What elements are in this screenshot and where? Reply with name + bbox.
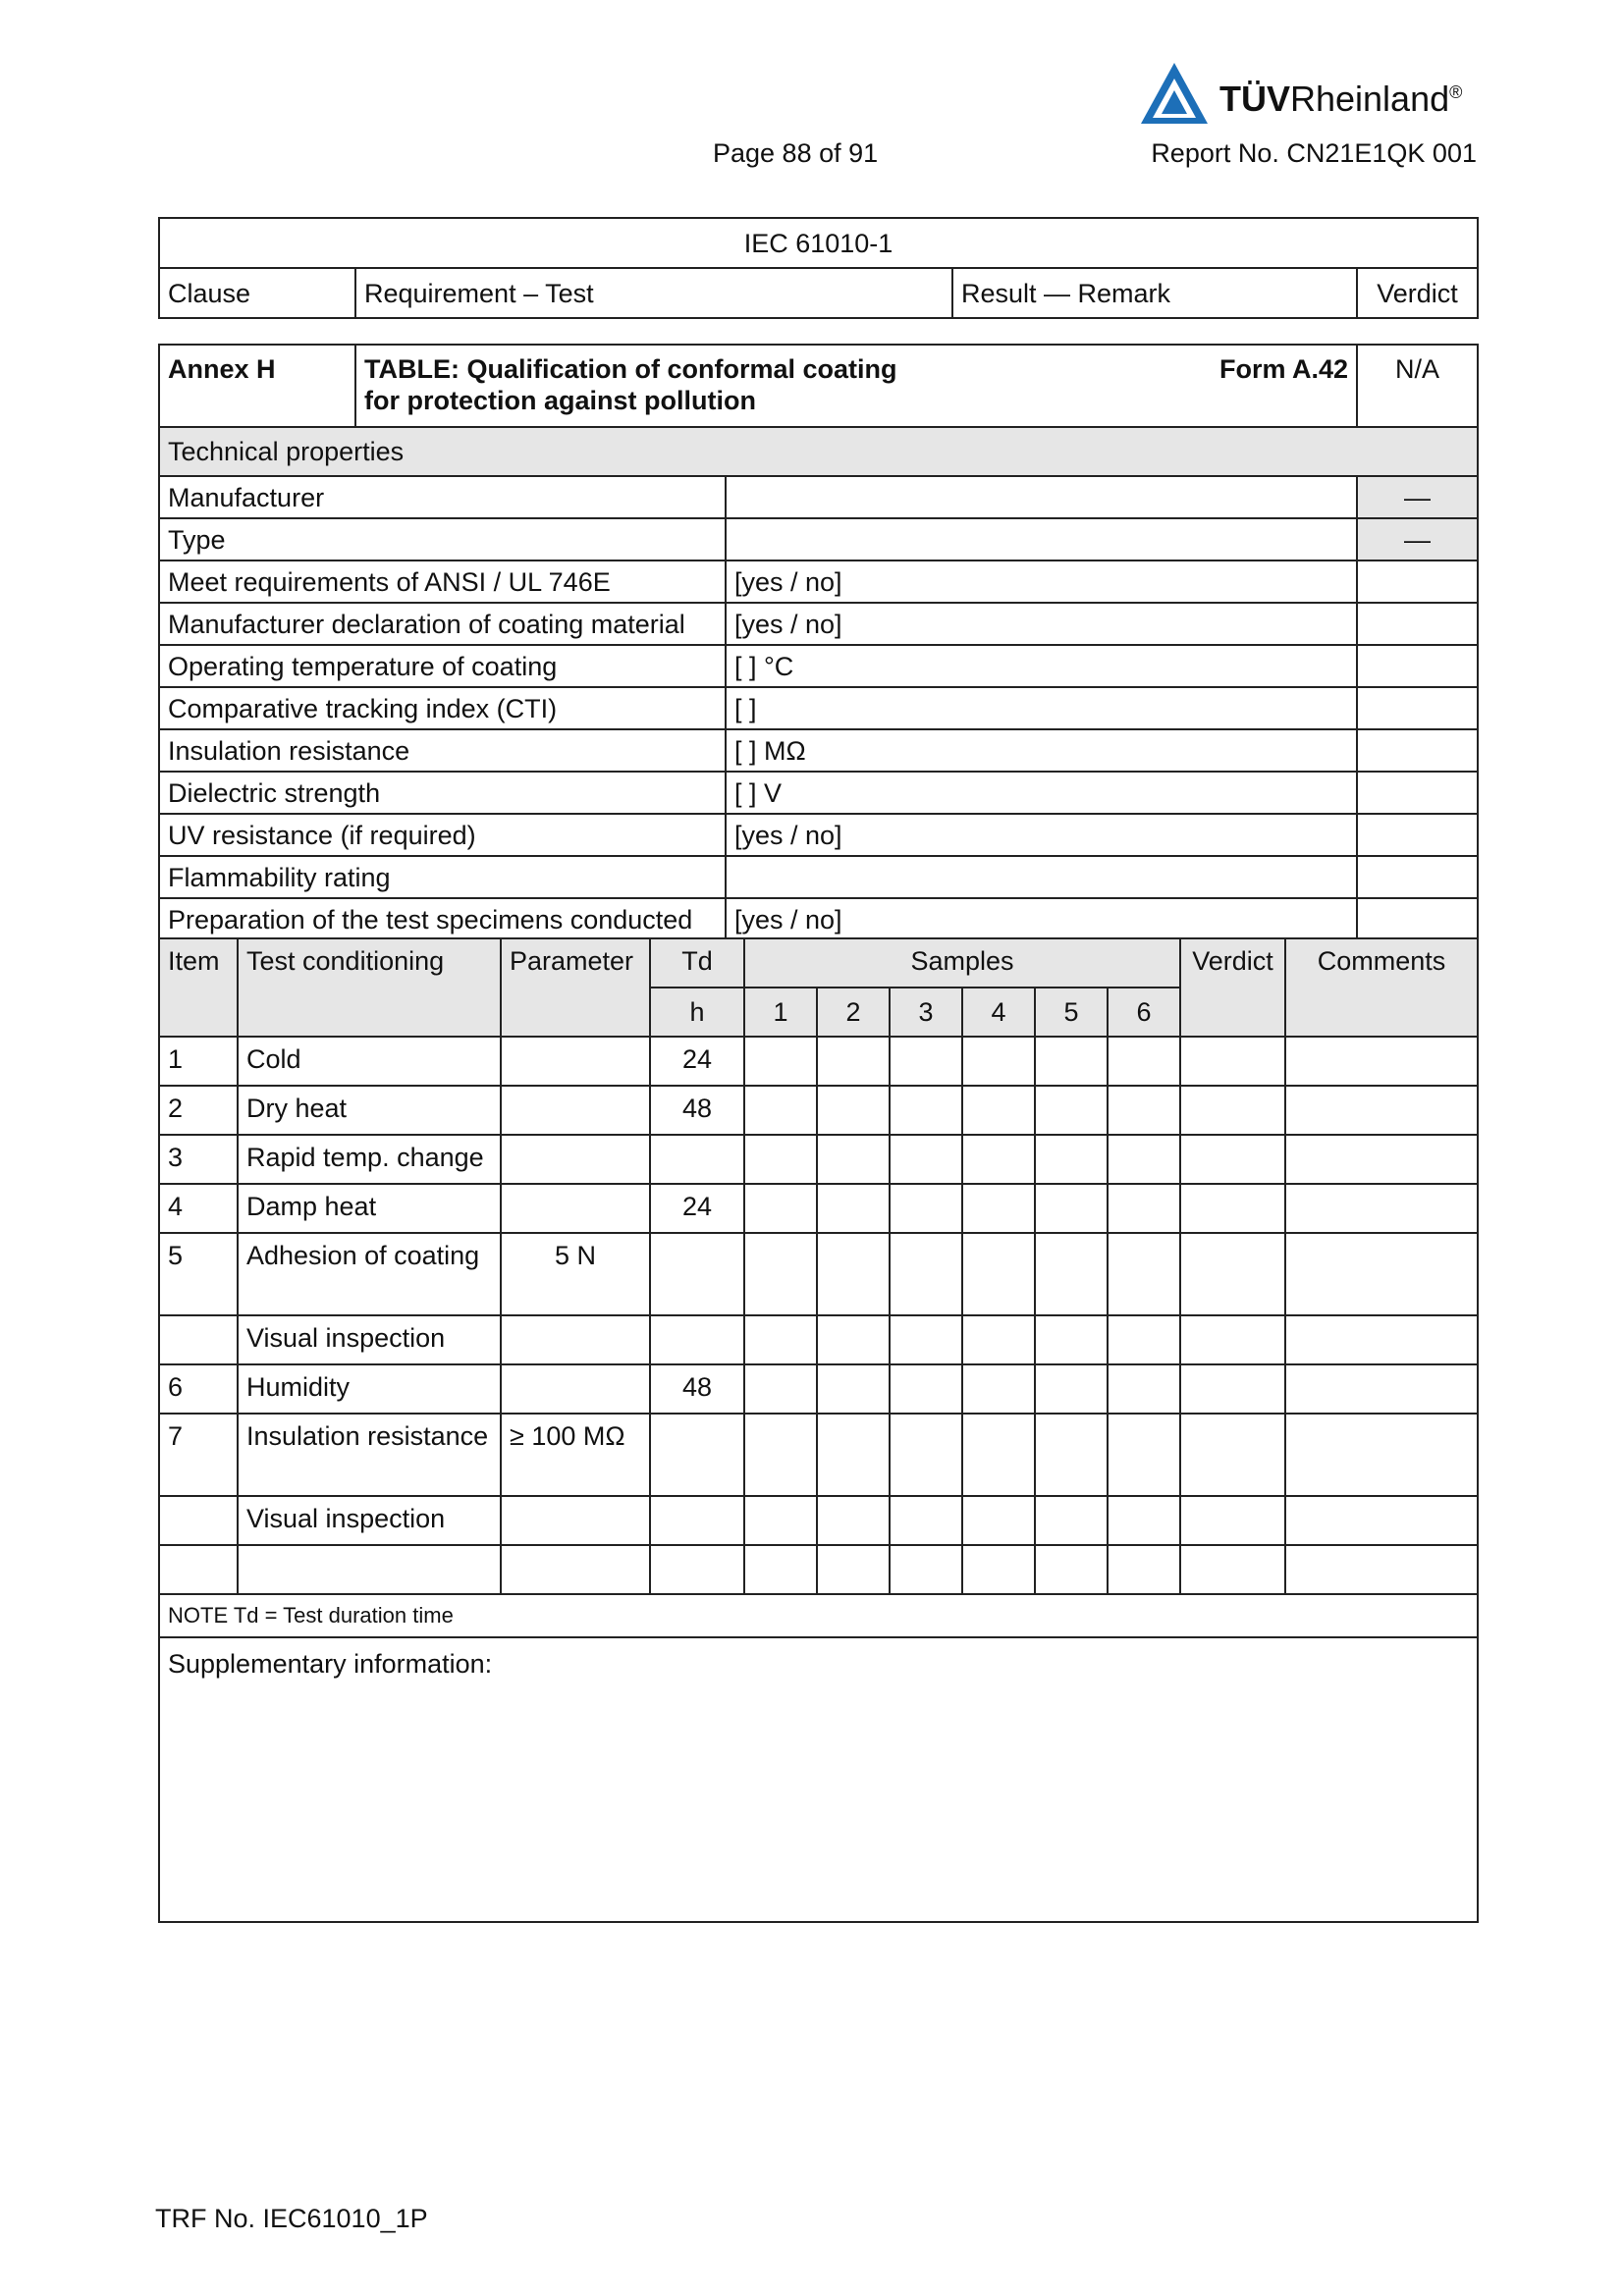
test-sample-cell [962,1496,1035,1545]
test-sample-cell [962,1184,1035,1233]
test-conditioning: Cold [238,1037,501,1086]
test-sample-cell [1108,1135,1180,1184]
technical-verdict [1357,856,1478,898]
test-sample-cell [890,1086,962,1135]
logo-text-regular: Rheinland [1290,79,1450,119]
trf-number: TRF No. IEC61010_1P [155,2204,428,2233]
technical-value: [ ] MΩ [726,729,1357,772]
test-sample-cell [962,1037,1035,1086]
test-sample-cell [890,1037,962,1086]
technical-verdict: — [1357,518,1478,561]
th-sample-3: 3 [890,988,962,1037]
test-verdict [1180,1135,1285,1184]
th-comments: Comments [1285,938,1478,1037]
test-comments [1285,1037,1478,1086]
test-item: 3 [159,1135,238,1184]
test-td [650,1545,744,1594]
test-sample-cell [1035,1315,1108,1364]
test-sample-cell [962,1315,1035,1364]
technical-label: Operating temperature of coating [159,645,726,687]
test-sample-cell [1035,1037,1108,1086]
technical-row [159,856,1478,898]
test-sample-cell [744,1545,817,1594]
test-item: 6 [159,1364,238,1414]
technical-row [159,814,1478,856]
test-sample-cell [1108,1086,1180,1135]
technical-verdict [1357,603,1478,645]
test-row [159,1086,1478,1135]
test-sample-cell [890,1545,962,1594]
th-verdict: Verdict [1180,938,1285,1037]
test-sample-cell [1108,1184,1180,1233]
th-sample-1: 1 [744,988,817,1037]
technical-label: Flammability rating [159,856,726,898]
technical-verdict [1357,772,1478,814]
technical-value [726,476,1357,518]
test-sample-cell [744,1233,817,1315]
technical-row [159,687,1478,729]
test-td [650,1315,744,1364]
test-sample-cell [1035,1545,1108,1594]
test-td [650,1135,744,1184]
standard-title: IEC 61010-1 [159,218,1478,268]
test-sample-cell [744,1037,817,1086]
th-td-unit: h [650,988,744,1037]
technical-value: [yes / no] [726,561,1357,603]
test-comments [1285,1414,1478,1496]
test-parameter: 5 N [501,1233,650,1315]
test-sample-cell [1035,1135,1108,1184]
test-verdict [1180,1086,1285,1135]
test-sample-cell [1035,1496,1108,1545]
test-verdict [1180,1037,1285,1086]
test-item: 1 [159,1037,238,1086]
test-sample-cell [890,1496,962,1545]
test-conditioning [238,1545,501,1594]
technical-value: [yes / no] [726,814,1357,856]
test-sample-cell [744,1414,817,1496]
test-parameter [501,1135,650,1184]
test-td [650,1233,744,1315]
th-conditioning: Test conditioning [238,938,501,1037]
technical-value [726,518,1357,561]
technical-label: Manufacturer declaration of coating material [159,603,726,645]
technical-row [159,518,1478,561]
registered-mark: ® [1449,82,1463,102]
test-parameter [501,1315,650,1364]
technical-label: Comparative tracking index (CTI) [159,687,726,729]
annex-verdict: N/A [1357,345,1478,427]
test-sample-cell [817,1184,890,1233]
test-row [159,1037,1478,1086]
technical-verdict [1357,561,1478,603]
test-conditioning: Rapid temp. change [238,1135,501,1184]
test-sample-cell [890,1364,962,1414]
test-row [159,1135,1478,1184]
test-verdict [1180,1364,1285,1414]
test-item: 7 [159,1414,238,1496]
test-comments [1285,1545,1478,1594]
test-td [650,1496,744,1545]
th-sample-4: 4 [962,988,1035,1037]
test-sample-cell [744,1496,817,1545]
test-sample-cell [1108,1037,1180,1086]
technical-row [159,772,1478,814]
test-sample-cell [817,1233,890,1315]
technical-value: [ ] V [726,772,1357,814]
test-sample-cell [962,1364,1035,1414]
col-result: Result — Remark [952,268,1357,318]
technical-value: [yes / no] [726,898,1357,940]
technical-row [159,645,1478,687]
test-sample-cell [744,1184,817,1233]
test-row [159,1496,1478,1545]
tuv-rheinland-logo [1139,61,1485,128]
report-number: Report No. CN21E1QK 001 [1151,138,1477,168]
test-td [650,1414,744,1496]
th-parameter: Parameter [501,938,650,1037]
technical-label: Type [159,518,726,561]
test-row [159,1364,1478,1414]
test-item: 2 [159,1086,238,1135]
test-conditioning: Dry heat [238,1086,501,1135]
test-comments [1285,1135,1478,1184]
test-conditioning: Visual inspection [238,1315,501,1364]
logo-text-bold: TÜV [1219,79,1290,119]
test-row [159,1545,1478,1594]
annex-clause: Annex H [159,345,355,427]
annex-title-cell [355,345,1357,427]
test-sample-cell [890,1315,962,1364]
test-sample-cell [817,1364,890,1414]
test-sample-cell [1108,1315,1180,1364]
technical-verdict: — [1357,476,1478,518]
test-comments [1285,1496,1478,1545]
test-verdict [1180,1184,1285,1233]
test-sample-cell [744,1364,817,1414]
technical-verdict [1357,898,1478,940]
test-verdict [1180,1496,1285,1545]
test-sample-cell [1035,1086,1108,1135]
test-sample-cell [1108,1496,1180,1545]
test-verdict [1180,1315,1285,1364]
test-sample-cell [817,1086,890,1135]
test-comments [1285,1315,1478,1364]
technical-label: Preparation of the test specimens conducted [159,898,726,940]
technical-row [159,898,1478,940]
technical-label: Insulation resistance [159,729,726,772]
test-conditioning: Adhesion of coating [238,1233,501,1315]
test-comments [1285,1184,1478,1233]
technical-verdict [1357,645,1478,687]
test-conditioning: Damp heat [238,1184,501,1233]
technical-row [159,729,1478,772]
test-sample-cell [962,1233,1035,1315]
test-conditioning: Insulation resistance [238,1414,501,1496]
th-samples: Samples [744,938,1180,988]
test-row [159,1315,1478,1364]
triangle-logo-icon [1139,61,1210,126]
test-sample-cell [817,1037,890,1086]
technical-label: UV resistance (if required) [159,814,726,856]
supplementary-info: Supplementary information: [159,1637,1478,1922]
test-item [159,1545,238,1594]
test-sample-cell [744,1135,817,1184]
test-sample-cell [962,1135,1035,1184]
technical-label: Manufacturer [159,476,726,518]
page-number: Page 88 of 91 [713,138,879,168]
test-sample-cell [1108,1545,1180,1594]
technical-label: Meet requirements of ANSI / UL 746E [159,561,726,603]
test-comments [1285,1233,1478,1315]
test-sample-cell [1108,1233,1180,1315]
test-sample-cell [962,1414,1035,1496]
technical-value [726,856,1357,898]
test-verdict [1180,1545,1285,1594]
test-comments [1285,1364,1478,1414]
test-sample-cell [962,1545,1035,1594]
test-sample-cell [744,1086,817,1135]
test-verdict [1180,1233,1285,1315]
col-verdict: Verdict [1357,268,1478,318]
th-td: Td [650,938,744,988]
test-sample-cell [1035,1414,1108,1496]
test-sample-cell [962,1086,1035,1135]
technical-verdict [1357,729,1478,772]
test-sample-cell [817,1414,890,1496]
test-sample-cell [1108,1364,1180,1414]
test-parameter [501,1086,650,1135]
test-parameter [501,1364,650,1414]
test-td: 48 [650,1364,744,1414]
test-sample-cell [890,1135,962,1184]
th-sample-5: 5 [1035,988,1108,1037]
test-sample-cell [1035,1233,1108,1315]
test-sample-cell [1035,1184,1108,1233]
test-td: 24 [650,1037,744,1086]
test-item: 5 [159,1233,238,1315]
technical-label: Dielectric strength [159,772,726,814]
col-requirement: Requirement – Test [355,268,952,318]
th-sample-6: 6 [1108,988,1180,1037]
test-row [159,1184,1478,1233]
test-sample-cell [817,1496,890,1545]
technical-row [159,476,1478,518]
technical-value: [ ] [726,687,1357,729]
test-row [159,1233,1478,1315]
test-parameter [501,1037,650,1086]
technical-value: [yes / no] [726,603,1357,645]
test-td: 48 [650,1086,744,1135]
test-sample-cell [1035,1364,1108,1414]
test-parameter [501,1545,650,1594]
test-sample-cell [1108,1414,1180,1496]
technical-value: [ ] °C [726,645,1357,687]
test-sample-cell [817,1545,890,1594]
test-sample-cell [890,1414,962,1496]
test-conditioning: Visual inspection [238,1496,501,1545]
th-sample-2: 2 [817,988,890,1037]
test-item [159,1315,238,1364]
test-sample-cell [744,1315,817,1364]
standard-header-table [158,217,1479,319]
th-item: Item [159,938,238,1037]
test-row [159,1414,1478,1496]
technical-verdict [1357,687,1478,729]
annex-table [158,344,1479,941]
test-table [158,937,1479,1923]
test-sample-cell [890,1233,962,1315]
annex-title: TABLE: Qualification of conformal coating for protection against pollution [364,354,897,415]
annex-form: Form A.42 [1218,354,1348,384]
test-rows [159,1037,1478,1594]
test-verdict [1180,1414,1285,1496]
technical-verdict [1357,814,1478,856]
col-clause: Clause [159,268,355,318]
test-item [159,1496,238,1545]
note-td: NOTE Td = Test duration time [159,1594,1478,1637]
technical-row [159,603,1478,645]
test-parameter: ≥ 100 MΩ [501,1414,650,1496]
test-td: 24 [650,1184,744,1233]
test-sample-cell [890,1184,962,1233]
test-parameter [501,1184,650,1233]
technical-row [159,561,1478,603]
test-item: 4 [159,1184,238,1233]
technical-heading: Technical properties [159,427,1478,476]
technical-rows [159,476,1478,940]
test-conditioning: Humidity [238,1364,501,1414]
test-sample-cell [817,1135,890,1184]
test-comments [1285,1086,1478,1135]
test-sample-cell [817,1315,890,1364]
test-parameter [501,1496,650,1545]
